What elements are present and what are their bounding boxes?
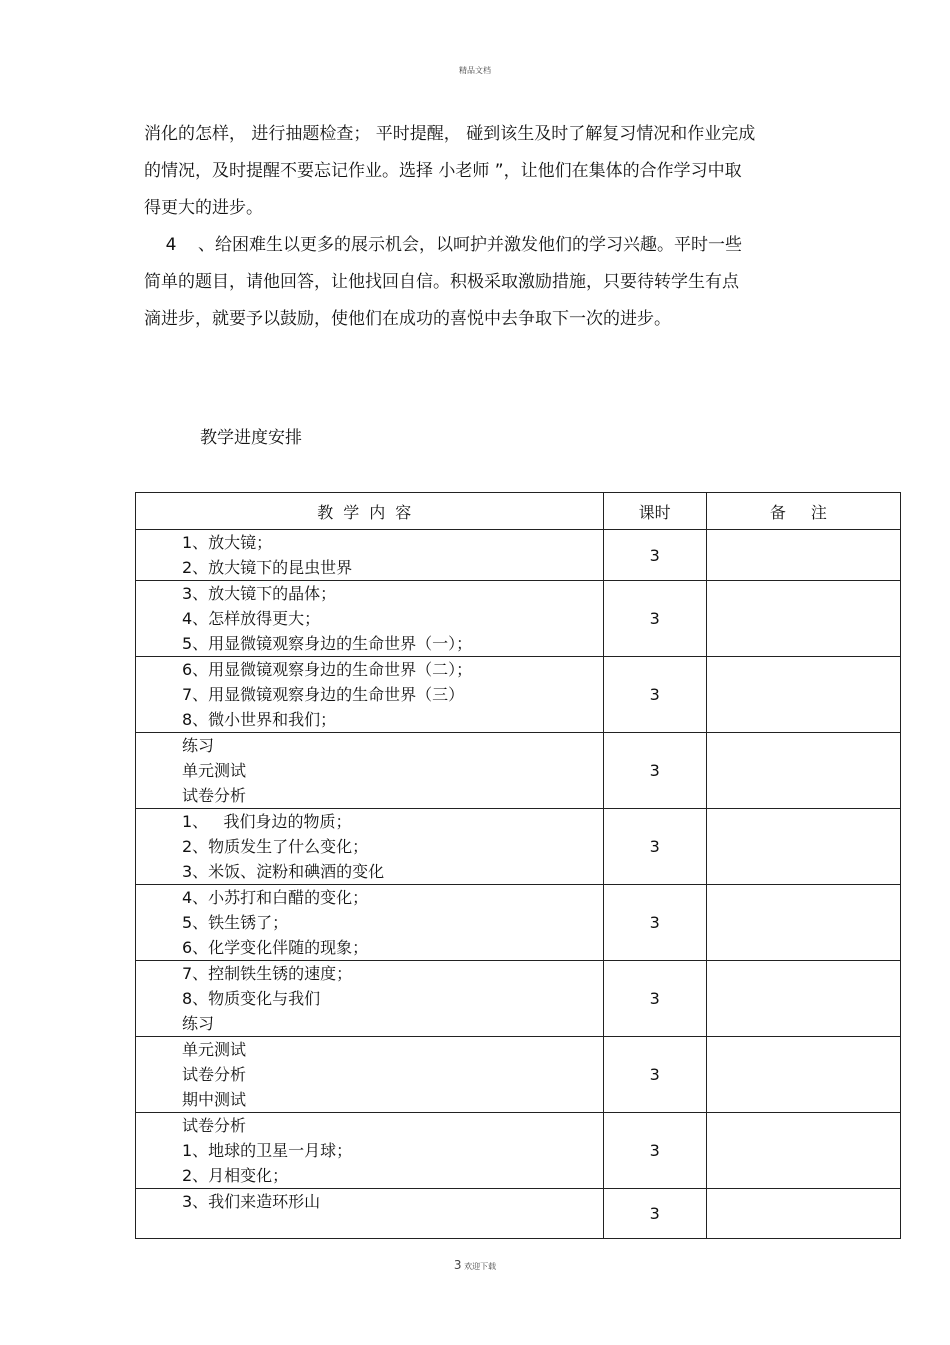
content-cell (136, 1037, 604, 1113)
table-row (136, 1037, 901, 1113)
content-line: 5、用显微镜观察身边的生命世界（一）； (182, 634, 473, 653)
note-cell (706, 733, 900, 809)
footer-text: 欢迎下载 (464, 1262, 497, 1271)
hours-cell: 3 (603, 1037, 706, 1113)
content-cell (136, 733, 604, 809)
content-line: 2、月相变化； (182, 1166, 289, 1185)
note-cell (706, 530, 900, 581)
content-line: 1、地球的卫星一月球； (182, 1141, 353, 1160)
content-line: 7、控制铁生锈的速度； (182, 964, 353, 983)
content-line: 试卷分析 (182, 1065, 247, 1084)
content-line: 8、微小世界和我们； (182, 710, 337, 729)
content-line: 7、用显微镜观察身边的生命世界（三） (182, 685, 465, 704)
content-cell (136, 961, 604, 1037)
content-line: 期中测试 (182, 1090, 247, 1109)
note-cell (706, 1189, 900, 1239)
hours-cell: 3 (603, 581, 706, 657)
content-cell (136, 657, 604, 733)
page-footer (0, 1258, 950, 1272)
table-row (136, 961, 901, 1037)
paragraph-line: 4 、给困难生以更多的展示机会，以呵护并激发他们的学习兴趣。平时一些 (144, 235, 743, 255)
note-cell (706, 657, 900, 733)
content-cell (136, 581, 604, 657)
note-cell (706, 809, 900, 885)
header-notes: 备 注 (706, 493, 900, 530)
content-line: 练习 (182, 736, 215, 755)
content-line: 5、铁生锈了； (182, 913, 289, 932)
note-cell (706, 1037, 900, 1113)
content-line: 3、米饭、淀粉和碘酒的变化 (182, 862, 385, 881)
page-number: 3 (453, 1258, 462, 1272)
hours-cell: 3 (603, 809, 706, 885)
content-cell (136, 885, 604, 961)
content-cell (136, 1113, 604, 1189)
paragraph-line: 简单的题目，请他回答，让他找回自信。积极采取激励措施，只要待转学生有点 (144, 272, 739, 292)
table-row (136, 657, 901, 733)
table-row (136, 885, 901, 961)
section-title: 教学进度安排 (200, 428, 302, 448)
note-cell (706, 961, 900, 1037)
table-row (136, 530, 901, 581)
content-line: 6、化学变化伴随的现象； (182, 938, 369, 957)
table-row (136, 1113, 901, 1189)
content-line: 练习 (182, 1014, 215, 1033)
header-hours: 课时 (603, 493, 706, 530)
hours-cell: 3 (603, 1113, 706, 1189)
hours-cell: 3 (603, 530, 706, 581)
content-line: 6、用显微镜观察身边的生命世界（二）； (182, 660, 473, 679)
content-line: 试卷分析 (182, 786, 247, 805)
page-header: 精品文档 (459, 66, 491, 75)
note-cell (706, 581, 900, 657)
hours-cell: 3 (603, 1189, 706, 1239)
content-cell (136, 530, 604, 581)
content-line: 2、物质发生了什么变化； (182, 837, 369, 856)
hours-cell: 3 (603, 885, 706, 961)
header-content: 教学内容 (136, 493, 604, 530)
hours-cell: 3 (603, 733, 706, 809)
body-text (144, 116, 804, 338)
note-cell (706, 885, 900, 961)
content-line: 3、我们来造环形山 (182, 1192, 321, 1211)
note-cell (706, 1113, 900, 1189)
content-line: 2、放大镜下的昆虫世界 (182, 558, 353, 577)
table-row (136, 581, 901, 657)
schedule-table (135, 492, 901, 1239)
content-line: 3、放大镜下的晶体； (182, 584, 337, 603)
content-cell (136, 809, 604, 885)
paragraph-line: 得更大的进步。 (144, 198, 263, 218)
content-line: 8、物质变化与我们 (182, 989, 321, 1008)
paragraph-line: 滴进步，就要予以鼓励，使他们在成功的喜悦中去争取下一次的进步。 (144, 309, 671, 329)
content-line: 单元测试 (182, 761, 247, 780)
hours-cell: 3 (603, 961, 706, 1037)
hours-cell: 3 (603, 657, 706, 733)
table-row (136, 733, 901, 809)
paragraph-line: 消化的怎样， 进行抽题检查； 平时提醒， 碰到该生及时了解复习情况和作业完成 (144, 124, 756, 144)
table-header-row (136, 493, 901, 530)
table-row (136, 1189, 901, 1239)
paragraph-line: 的情况，及时提醒不要忘记作业。选择 小老师 ”，让他们在集体的合作学习中取 (144, 161, 742, 181)
content-line: 4、怎样放得更大； (182, 609, 321, 628)
content-line: 4、小苏打和白醋的变化； (182, 888, 369, 907)
content-cell (136, 1189, 604, 1239)
content-line: 1、放大镜； (182, 533, 273, 552)
content-line: 单元测试 (182, 1040, 247, 1059)
content-line: 1、 我们身边的物质； (182, 812, 352, 831)
table-row (136, 809, 901, 885)
content-line: 试卷分析 (182, 1116, 247, 1135)
